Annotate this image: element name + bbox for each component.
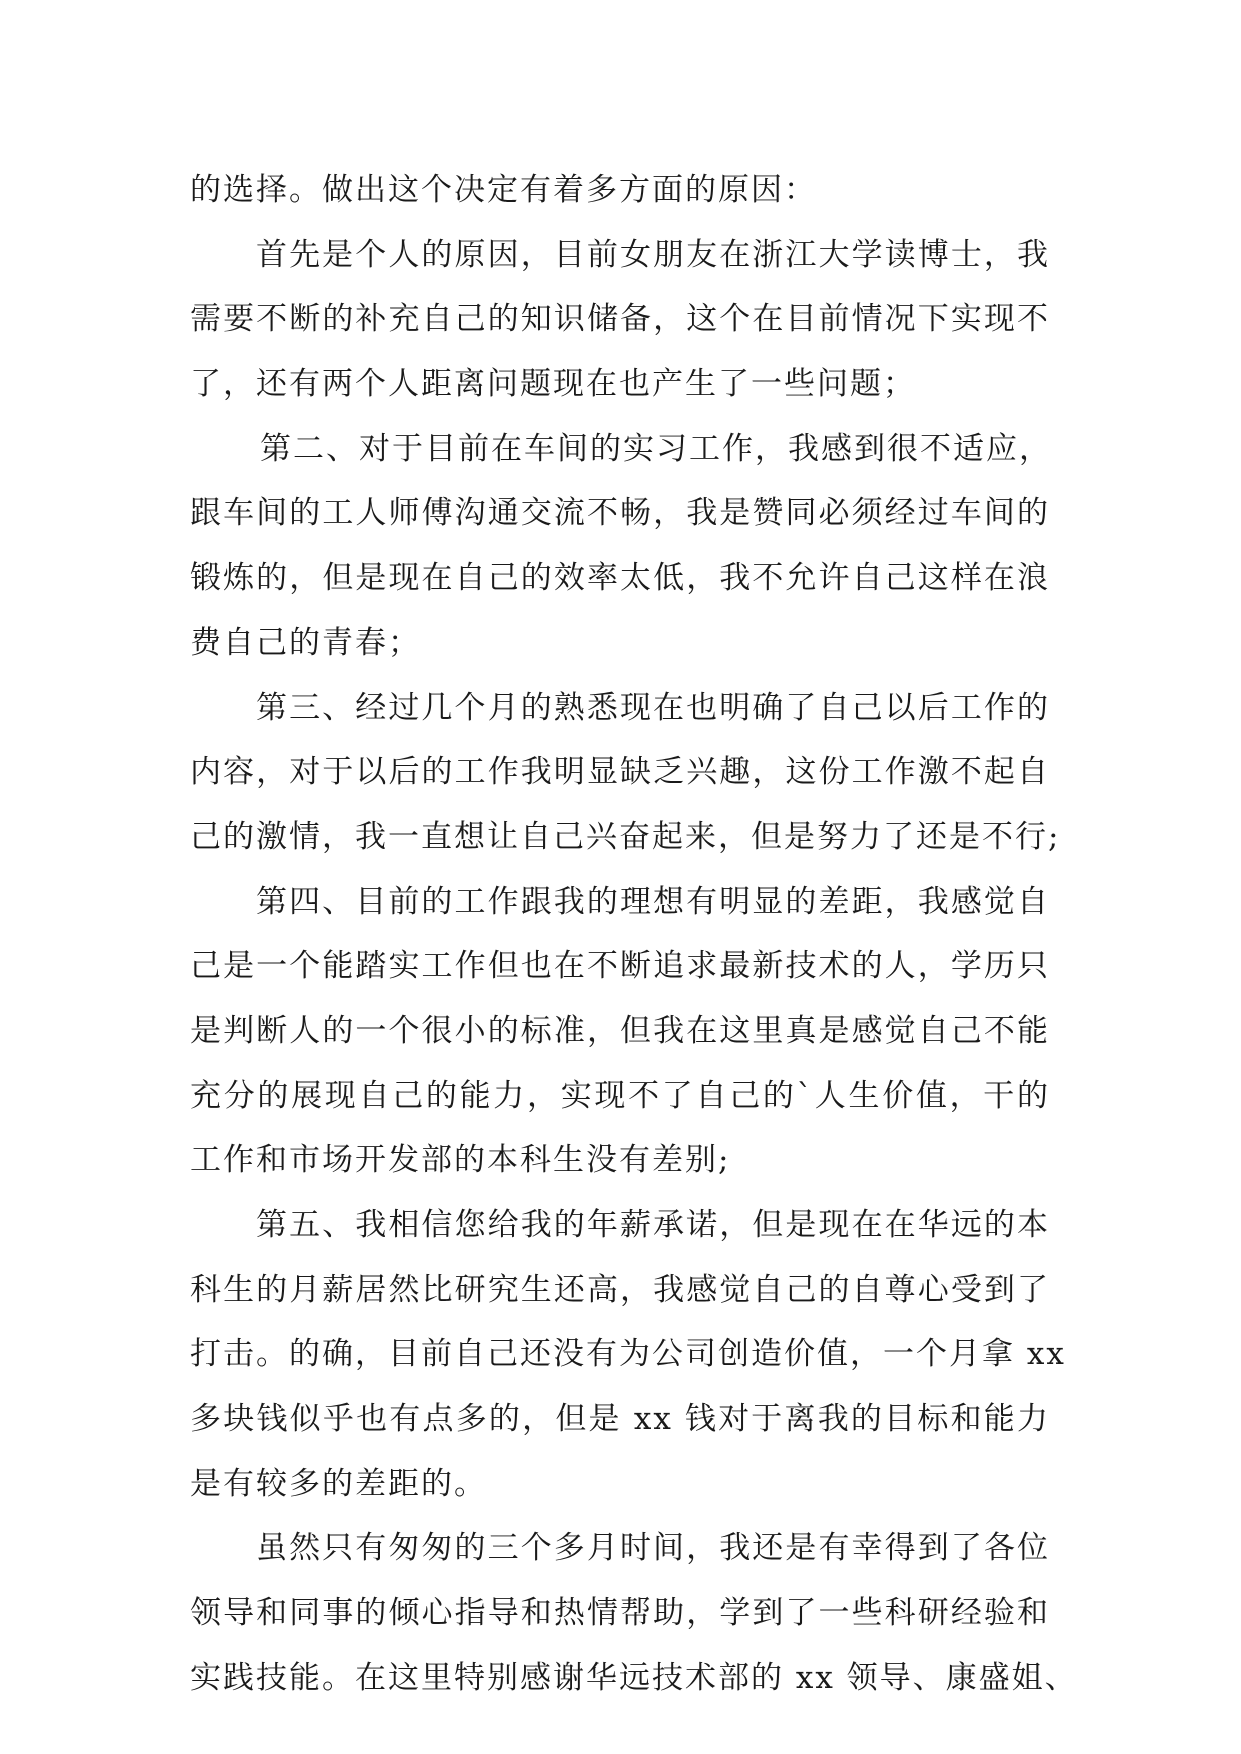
text-line: 锻炼的，但是现在自己的效率太低，我不允许自己这样在浪 bbox=[190, 560, 1050, 597]
paragraph-first-line: 虽然只有匆匆的三个多月时间，我还是有幸得到了各位 bbox=[256, 1530, 1050, 1567]
paragraph-first-line: 第四、目前的工作跟我的理想有明显的差距，我感觉自 bbox=[256, 883, 1050, 920]
paragraph-first-line: 第五、我相信您给我的年薪承诺，但是现在在华远的本 bbox=[256, 1207, 1050, 1243]
text-line: 费自己的青春； bbox=[190, 624, 421, 661]
text-line: 科生的月薪居然比研究生还高，我感觉自己的自尊心受到了 bbox=[190, 1271, 1050, 1308]
text-line: 了，还有两个人距离问题现在也产生了一些问题； bbox=[190, 366, 916, 403]
text-line: 是有较多的差距的。 bbox=[190, 1465, 487, 1502]
text-line: 实践技能。在这里特别感谢华远技术部的 xx 领导、康盛姐、 bbox=[190, 1659, 1078, 1696]
text-line: 充分的展现自己的能力，实现不了自己的`人生价值，干的 bbox=[190, 1077, 1050, 1114]
text-line: 工作和市场开发部的本科生没有差别; bbox=[190, 1142, 731, 1179]
text-line: 的选择。做出这个决定有着多方面的原因： bbox=[190, 172, 817, 208]
text-line: 打击。的确，目前自己还没有为公司创造价值，一个月拿 xx bbox=[190, 1336, 1066, 1373]
text-line: 己的激情，我一直想让自己兴奋起来，但是努力了还是不行; bbox=[190, 818, 1061, 855]
paragraph-first-line: 第二、对于目前在车间的实习工作，我感到很不适应， bbox=[260, 430, 1052, 467]
text-line: 领导和同事的倾心指导和热情帮助，学到了一些科研经验和 bbox=[190, 1595, 1050, 1632]
text-line: 多块钱似乎也有点多的，但是 xx 钱对于离我的目标和能力 bbox=[190, 1401, 1050, 1438]
text-line: 是判断人的一个很小的标准，但我在这里真是感觉自己不能 bbox=[190, 1012, 1050, 1049]
text-line: 需要不断的补充自己的知识储备，这个在目前情况下实现不 bbox=[190, 301, 1050, 338]
text-line: 跟车间的工人师傅沟通交流不畅，我是赞同必须经过车间的 bbox=[190, 495, 1050, 532]
paragraph-first-line: 第三、经过几个月的熟悉现在也明确了自己以后工作的 bbox=[256, 689, 1050, 726]
document-body bbox=[190, 158, 1078, 1711]
paragraph-first-line: 首先是个人的原因，目前女朋友在浙江大学读博士，我 bbox=[256, 236, 1050, 273]
text-line: 己是一个能踏实工作但也在不断追求最新技术的人，学历只 bbox=[190, 948, 1050, 985]
text-line: 内容，对于以后的工作我明显缺乏兴趣，这份工作激不起自 bbox=[190, 754, 1050, 791]
